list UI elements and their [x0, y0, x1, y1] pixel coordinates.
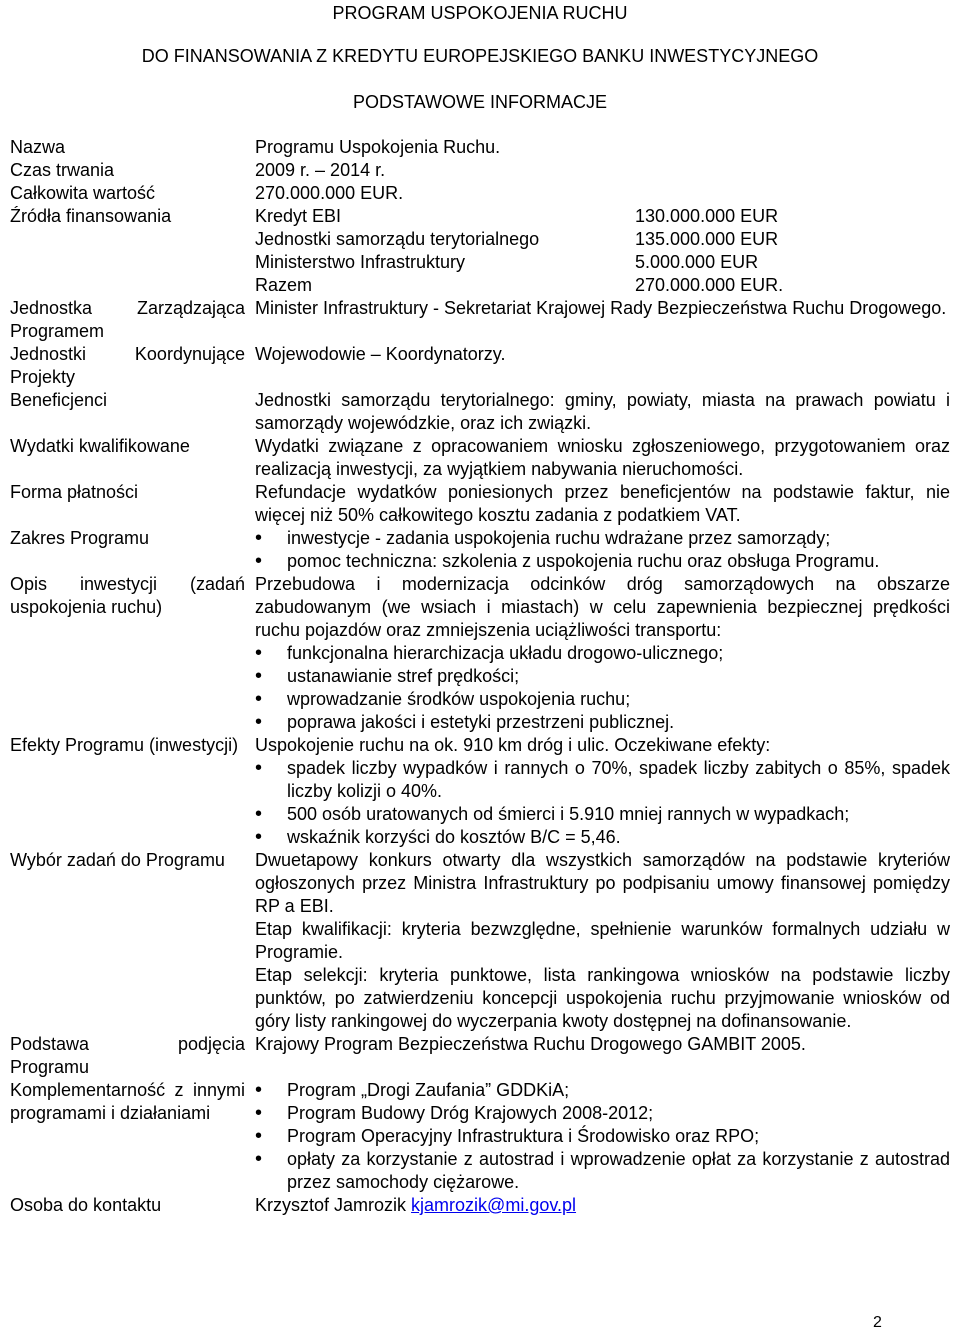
list-item: • inwestycje - zadania uspokojenia ruchu wdrażane przez samorządy;	[255, 527, 950, 550]
row-wybor	[10, 849, 950, 1033]
list-item: • Program Operacyjny Infrastruktura i Środowisko oraz RPO;	[255, 1125, 950, 1148]
list-item: • funkcjonalna hierarchizacja układu drogowo-ulicznego;	[255, 642, 950, 665]
contact-name: Krzysztof Jamrozik	[255, 1195, 407, 1215]
list-item: • 500 osób uratowanych od śmierci i 5.910 mniej rannych w wypadkach;	[255, 803, 950, 826]
row-efekty	[10, 734, 950, 849]
row-beneficjenci	[10, 389, 950, 435]
scope-list	[255, 527, 950, 573]
row-czas	[10, 159, 950, 182]
list-item: • Program „Drogi Zaufania” GDDKiA;	[255, 1079, 950, 1102]
label-zrodla: Źródła finansowania	[10, 206, 172, 226]
funding-amount: 270.000.000 EUR.	[635, 275, 784, 295]
document-title: PROGRAM USPOKOJENIA RUCHU	[332, 3, 628, 23]
label-nazwa: Nazwa	[10, 137, 66, 157]
info-table	[10, 136, 950, 1217]
opis-intro: Przebudowa i modernizacja odcinków dróg samorządowych na obszarze zabudowanym (we wsiach i miastach) w celu zapewnienia bezpiecznej prędkości ruchu pojazdów oraz zmniejszenia uciążliwości transportu:	[255, 574, 950, 640]
list-item: • spadek liczby wypadków i rannych o 70%, spadek liczby zabitych o 85%, spadek liczby kolizji o 40%.	[255, 757, 950, 803]
list-item: • Program Budowy Dróg Krajowych 2008-2012;	[255, 1102, 950, 1125]
measures-list	[255, 642, 950, 734]
funding-source: Kredyt EBI	[255, 206, 342, 226]
row-opis	[10, 573, 950, 734]
document-subtitle: DO FINANSOWANIA Z KREDYTU EUROPEJSKIEGO BANKU INWESTYCYJNEGO	[141, 46, 819, 66]
row-zrodla	[10, 205, 950, 297]
label-komplementarnosc: Komplementarność z innymi programami i działaniami	[10, 1080, 245, 1123]
funding-item	[255, 228, 795, 251]
value-forma: Refundacje wydatków poniesionych przez beneficjentów na podstawie faktur, nie więcej niż 50% całkowitego kosztu zadania z podatkiem VAT.	[255, 482, 950, 525]
list-item: • opłaty za korzystanie z autostrad i wprowadzenie opłat za korzystanie z autostrad przez samochody ciężarowe.	[255, 1148, 950, 1194]
wybor-paragraph: Etap selekcji: kryteria punktowe, lista rankingowa wniosków na podstawie liczby punktów, po zatwierdzeniu koncepcji uspokojenia ruchu przyjmowanie wniosków od góry listy rankingowej do wyczerpania kwoty dostępnej na dofinansowanie.	[255, 965, 950, 1031]
funding-source: Ministerstwo Infrastruktury	[255, 252, 466, 272]
funding-item	[255, 251, 795, 274]
label-efekty: Efekty Programu (inwestycji)	[10, 735, 239, 755]
label-wydatki: Wydatki kwalifikowane	[10, 436, 190, 456]
value-nazwa: Programu Uspokojenia Ruchu.	[255, 137, 501, 157]
label-beneficjenci: Beneficjenci	[10, 390, 108, 410]
funding-list	[255, 205, 950, 297]
list-item: • ustanawianie stref prędkości;	[255, 665, 950, 688]
efekty-intro: Uspokojenie ruchu na ok. 910 km dróg i ulic. Oczekiwane efekty:	[255, 735, 771, 755]
label-kontakt: Osoba do kontaktu	[10, 1195, 162, 1215]
funding-amount: 130.000.000 EUR	[635, 206, 779, 226]
label-wybor: Wybór zadań do Programu	[10, 850, 225, 870]
funding-source: Razem	[255, 275, 313, 295]
funding-total	[255, 274, 795, 297]
row-nazwa	[10, 136, 950, 159]
row-wartosc	[10, 182, 950, 205]
list-item: • poprawa jakości i estetyki przestrzeni publicznej.	[255, 711, 950, 734]
row-podstawa	[10, 1033, 950, 1079]
page-number: 2	[873, 1314, 882, 1331]
related-programs-list	[255, 1079, 950, 1194]
label-opis: Opis inwestycji (zadań uspokojenia ruchu)	[10, 574, 245, 617]
wybor-paragraph: Dwuetapowy konkurs otwarty dla wszystkich samorządów na podstawie kryteriów ogłoszonych przez Ministra Infrastruktury po podpisaniu umowy finansowej pomiędzy RP a EBI.	[255, 850, 950, 916]
funding-source: Jednostki samorządu terytorialnego	[255, 229, 540, 249]
label-zarzadzajaca: Jednostka Zarządzająca Programem	[10, 298, 245, 341]
value-koordynujace: Wojewodowie – Koordynatorzy.	[255, 344, 506, 364]
label-zakres: Zakres Programu	[10, 528, 150, 548]
value-zarzadzajaca: Minister Infrastruktury - Sekretariat Krajowej Rady Bezpieczeństwa Ruchu Drogowego.	[255, 298, 947, 318]
value-beneficjenci: Jednostki samorządu terytorialnego: gminy, powiaty, miasta na prawach powiatu i samorządy wojewódzkie, oraz ich związki.	[255, 390, 950, 433]
funding-amount: 135.000.000 EUR	[635, 229, 779, 249]
funding-item	[255, 205, 795, 228]
row-zakres	[10, 527, 950, 573]
value-wartosc: 270.000.000 EUR.	[255, 183, 404, 203]
contact-email-link[interactable]: kjamrozik@mi.gov.pl	[411, 1195, 577, 1215]
row-forma	[10, 481, 950, 527]
label-forma: Forma płatności	[10, 482, 139, 502]
funding-amount: 5.000.000 EUR	[635, 252, 759, 272]
row-zarzadzajaca	[10, 297, 950, 343]
row-wydatki	[10, 435, 950, 481]
value-podstawa: Krajowy Program Bezpieczeństwa Ruchu Drogowego GAMBIT 2005.	[255, 1034, 806, 1054]
list-item: • wskaźnik korzyści do kosztów B/C = 5,46.	[255, 826, 950, 849]
row-kontakt	[10, 1194, 950, 1217]
list-item: • wprowadzanie środków uspokojenia ruchu;	[255, 688, 950, 711]
label-koordynujace: Jednostki Koordynujące Projekty	[10, 344, 245, 387]
label-podstawa: Podstawa podjęcia Programu	[10, 1034, 245, 1077]
label-wartosc: Całkowita wartość	[10, 183, 156, 203]
value-czas: 2009 r. – 2014 r.	[255, 160, 386, 180]
effects-list	[255, 757, 950, 849]
value-wydatki: Wydatki związane z opracowaniem wniosku zgłoszeniowego, przygotowaniem oraz realizacją inwestycji, za wyjątkiem nabywania nieruchomości.	[255, 436, 950, 479]
row-komplementarnosc	[10, 1079, 950, 1194]
label-czas: Czas trwania	[10, 160, 115, 180]
row-koordynujace	[10, 343, 950, 389]
section-heading: PODSTAWOWE INFORMACJE	[353, 92, 607, 112]
list-item: • pomoc techniczna: szkolenia z uspokojenia ruchu oraz obsługa Programu.	[255, 550, 950, 573]
wybor-paragraph: Etap kwalifikacji: kryteria bezwzględne, spełnienie warunków formalnych udziału w Programie.	[255, 919, 950, 962]
